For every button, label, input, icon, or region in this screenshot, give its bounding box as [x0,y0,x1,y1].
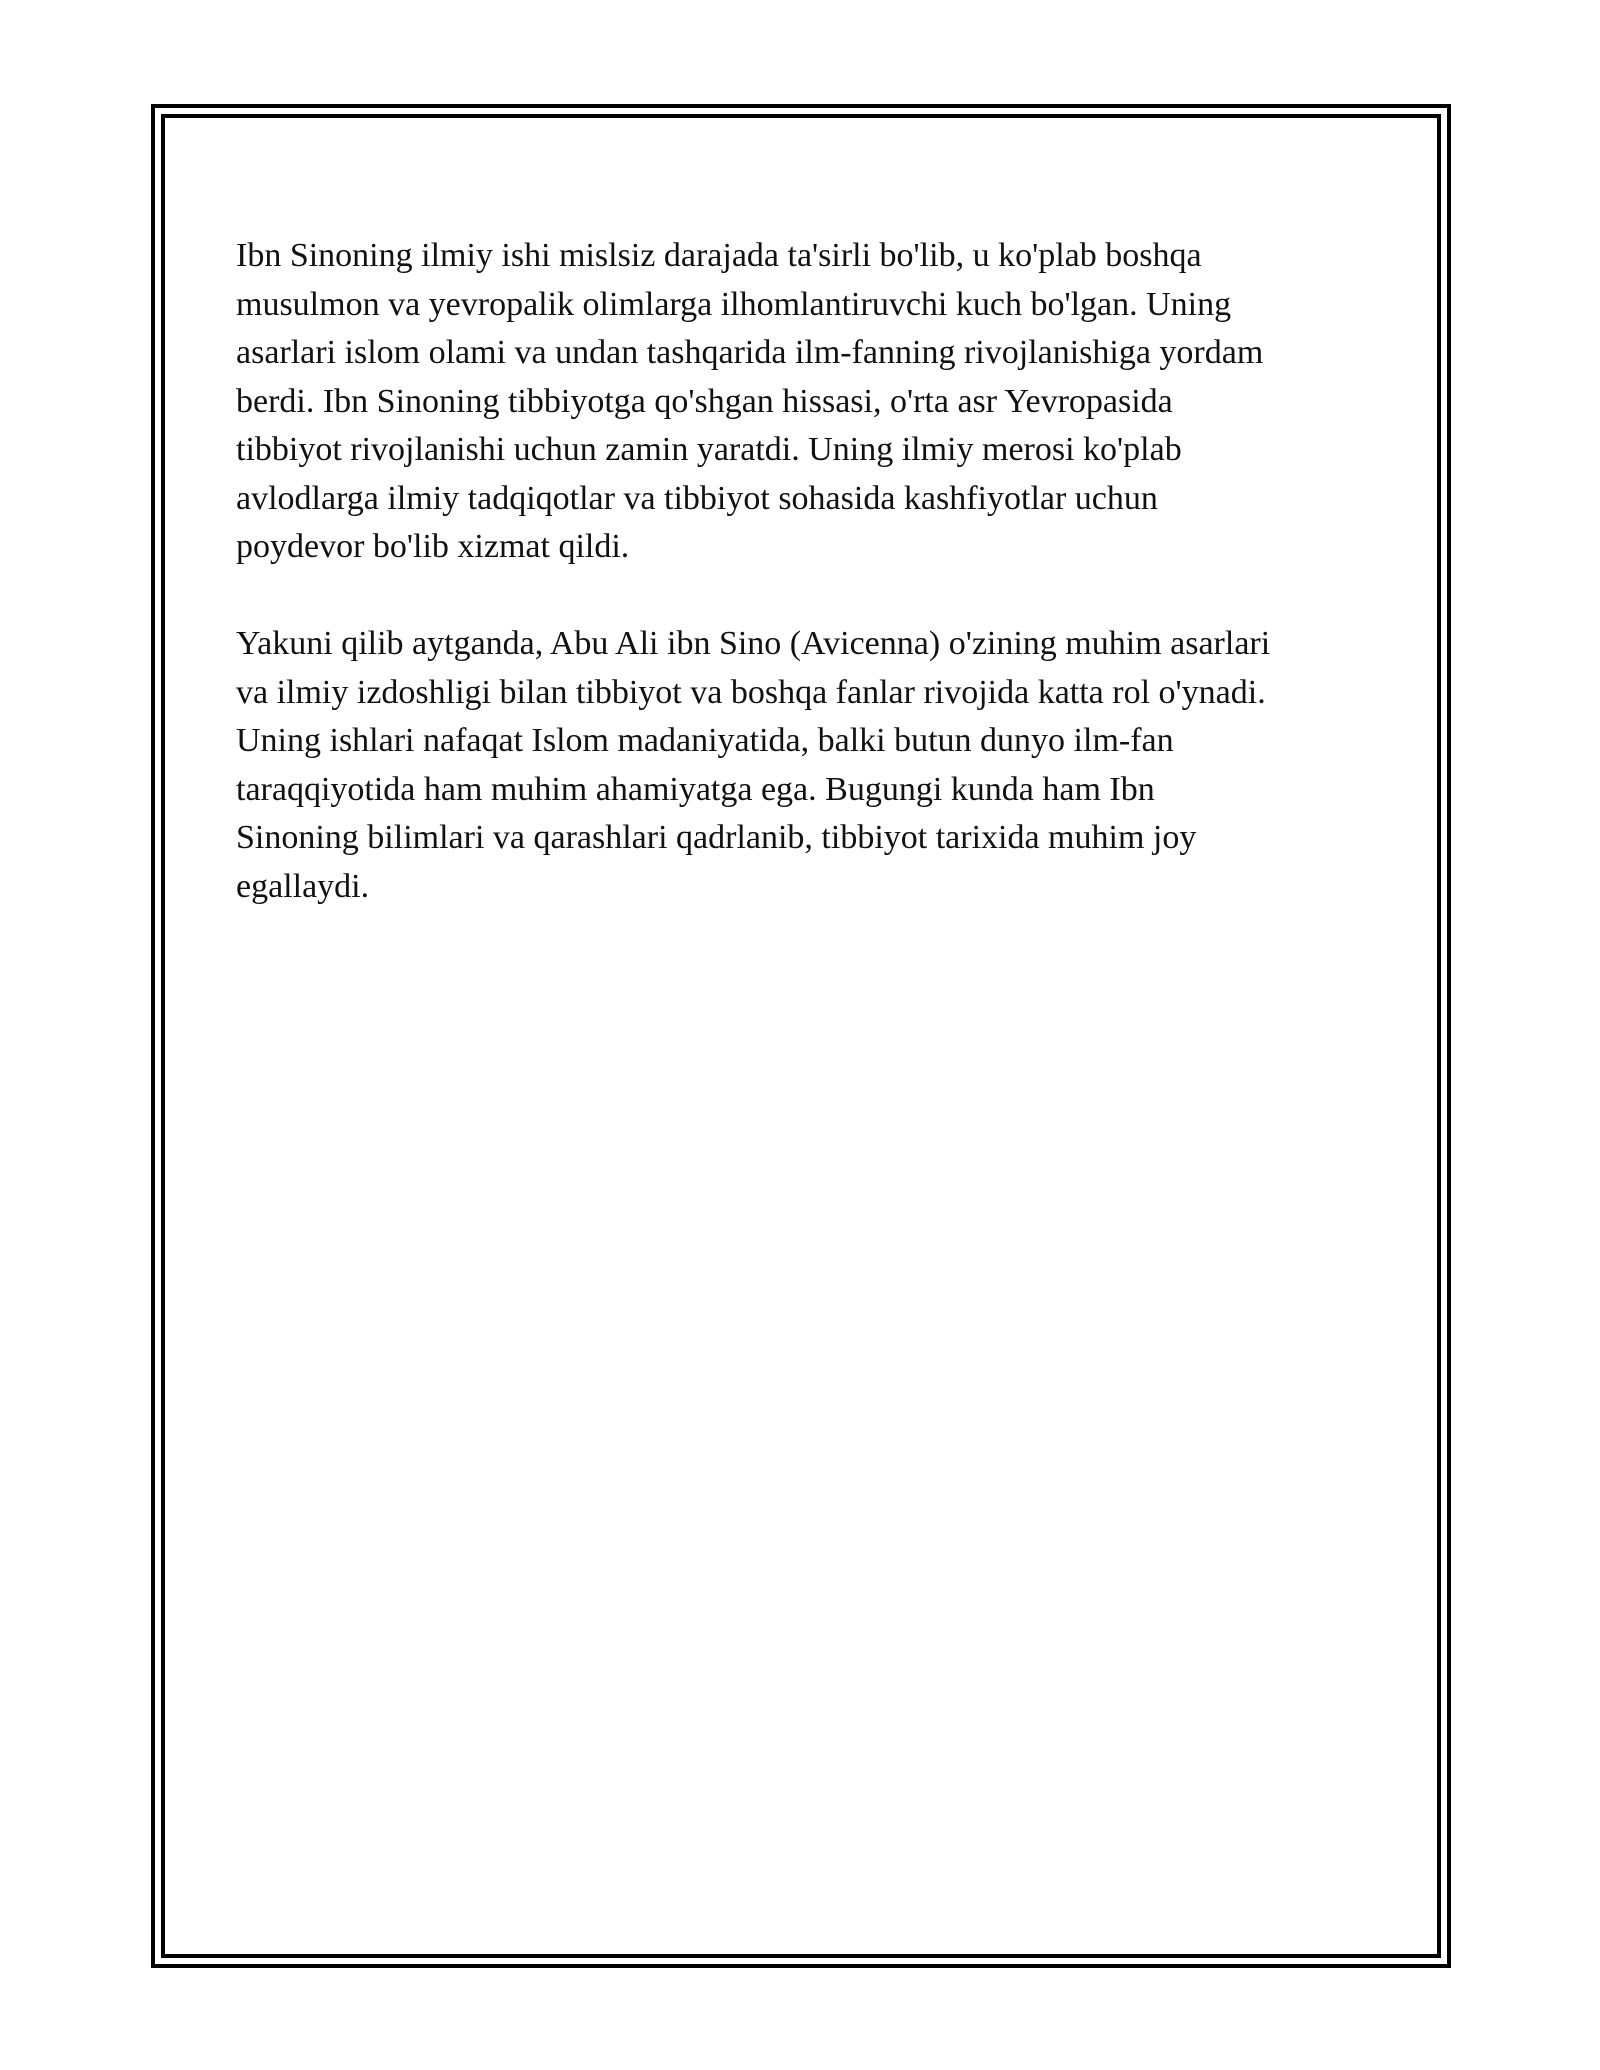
document-body [236,232,1376,960]
text-line: taraqqiyotida ham muhim ahamiyatga ega. Bugungi kunda ham Ibn [236,770,1155,808]
text-line: musulmon va yevropalik olimlarga ilhomlantiruvchi kuch bo'lgan. Uning [236,285,1232,323]
paragraph-1 [236,232,1376,572]
text-line: Sinoning bilimlari va qarashlari qadrlanib, tibbiyot tarixida muhim joy [236,819,1197,856]
text-line: Uning ishlari nafaqat Islom madaniyatida, balki butun dunyo ilm-fan [236,722,1174,759]
text-line: Yakuni qilib aytganda, Abu Ali ibn Sino (Avicenna) o'zining muhim asarlari [236,625,1271,662]
text-line: poydevor bo'lib xizmat qildi. [236,528,630,565]
text-line: egallaydi. [236,867,370,905]
text-line: asarlari islom olami va undan tashqarida ilm-fanning rivojlanishiga yordam [236,334,1264,371]
text-line: va ilmiy izdoshligi bilan tibbiyot va boshqa fanlar rivojida katta rol o'ynadi. [236,673,1266,711]
text-line: berdi. Ibn Sinoning tibbiyotga qo'shgan hissasi, o'rta asr Yevropasida [236,382,1173,420]
paragraph-2 [236,620,1376,911]
text-line: Ibn Sinoning ilmiy ishi mislsiz darajada ta'sirli bo'lib, u ko'plab boshqa [236,237,1202,274]
text-line: avlodlarga ilmiy tadqiqotlar va tibbiyot sohasida kashfiyotlar uchun [236,479,1158,517]
text-line: tibbiyot rivojlanishi uchun zamin yaratdi. Uning ilmiy merosi ko'plab [236,431,1182,468]
